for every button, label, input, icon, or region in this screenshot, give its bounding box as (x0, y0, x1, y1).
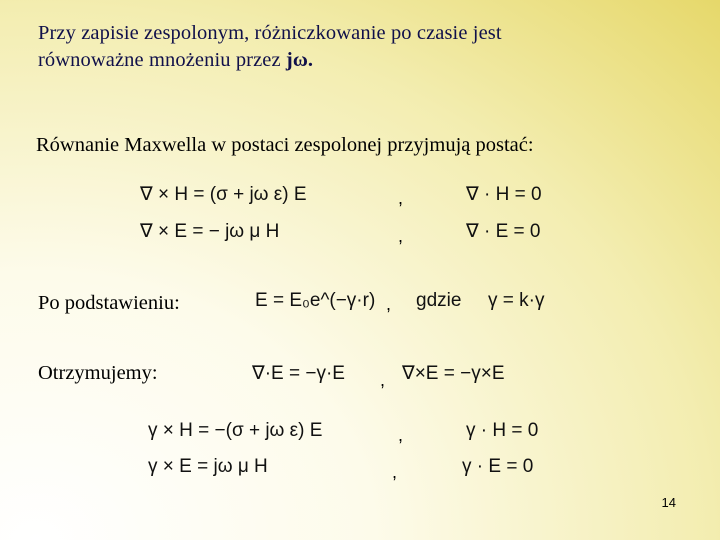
maxwell-eq-2-right: ∇ · E = 0 (466, 221, 541, 242)
intro-line-1: Przy zapisie zespolonym, różniczkowanie po czasie jest (38, 22, 502, 44)
curl-result: ∇×E = −γ×E (402, 363, 505, 384)
result-label: Otrzymujemy: (38, 362, 158, 384)
final-eq-2-left: γ × E = jω μ H (148, 456, 268, 477)
comma: , (380, 370, 386, 390)
gdzie-word: gdzie (416, 290, 462, 311)
divergence-result: ∇·E = −γ·E (252, 363, 345, 384)
final-eq-1-right: γ · H = 0 (466, 420, 539, 441)
maxwell-heading: Równanie Maxwella w postaci zespolonej przyjmują postać: (36, 134, 534, 156)
wave-equation: E = E₀e^(−γ·r) (255, 290, 376, 311)
intro-line-2 (38, 47, 502, 74)
j-omega-symbol: jω. (285, 49, 314, 71)
gamma-equation: γ = k·γ (488, 290, 545, 311)
maxwell-eq-1-left: ∇ × H = (σ + jω ε) E (140, 184, 307, 205)
comma: , (398, 226, 404, 246)
comma: , (398, 425, 404, 445)
intro-line-2-text: równoważne mnożeniu przez (38, 49, 286, 71)
final-eq-2-right: γ · E = 0 (462, 456, 534, 477)
comma: , (398, 188, 404, 208)
page-number: 14 (661, 495, 676, 510)
comma: , (386, 294, 392, 314)
final-eq-1-left: γ × H = −(σ + jω ε) E (148, 420, 323, 441)
intro-text (38, 20, 502, 74)
maxwell-eq-1-right: ∇ · H = 0 (466, 184, 542, 205)
comma: , (392, 462, 398, 482)
substitution-label: Po podstawieniu: (38, 292, 180, 314)
maxwell-eq-2-left: ∇ × E = − jω μ H (140, 221, 280, 242)
